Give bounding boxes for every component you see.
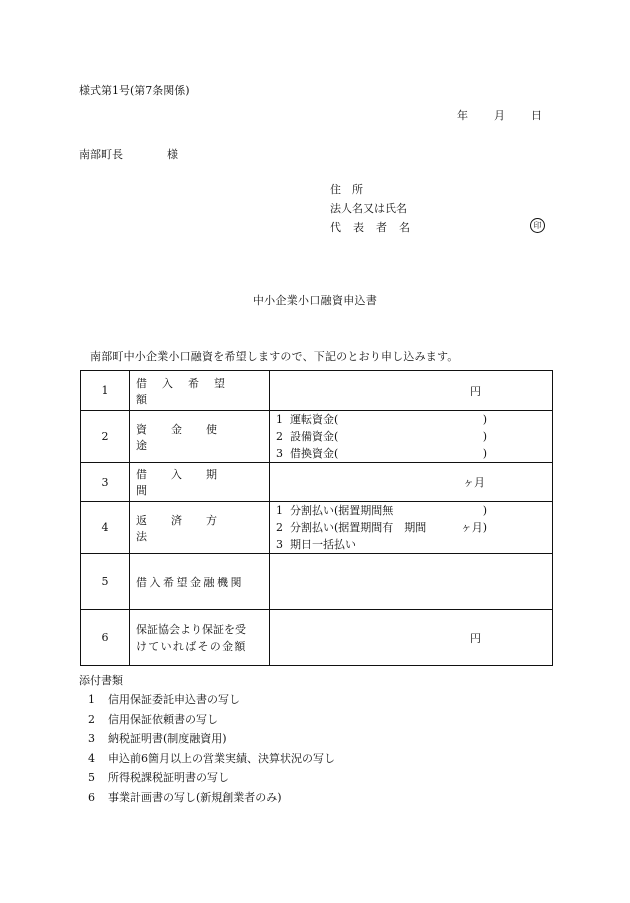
form-number: 様式第1号(第7条関係): [79, 84, 190, 97]
option-line[interactable]: 2 設備資金( ): [276, 430, 487, 443]
name-label: 法人名又は氏名: [330, 202, 407, 215]
option-line[interactable]: 3 借換資金( ): [276, 447, 487, 460]
option-line[interactable]: 1 分割払い(据置期間無 ): [276, 504, 487, 517]
table-row: [81, 463, 553, 502]
months-unit: ヶ月: [463, 476, 485, 489]
option-line[interactable]: 2 分割払い(据置期間有 期間 ヶ月): [276, 521, 487, 534]
label-bank: 借入希望金融機関: [136, 575, 244, 589]
representative-label: 代表者名: [330, 221, 422, 234]
name-line: [330, 199, 545, 218]
address-label: 住 所: [330, 183, 363, 196]
table-row: [81, 610, 553, 666]
row-number: 4: [81, 502, 130, 554]
list-item: 1 信用保証委託申込書の写し: [88, 693, 240, 706]
table-row: [81, 554, 553, 610]
table-row: [81, 502, 553, 554]
application-table: [80, 370, 553, 666]
row-label: [130, 554, 270, 610]
row-number: 6: [81, 610, 130, 666]
guarantee-amount-field[interactable]: [270, 610, 553, 666]
fund-use-options: [270, 411, 553, 463]
list-item: 6 事業計画書の写し(新規創業者のみ): [88, 790, 282, 804]
address-line: [330, 180, 545, 199]
applicant-block: [330, 180, 545, 237]
row-label: [130, 411, 270, 463]
loan-amount-field[interactable]: [270, 371, 553, 411]
list-item: 3 納税証明書(制度融資用): [88, 732, 227, 745]
list-item: 4 申込前6箇月以上の営業実績、決算状況の写し: [88, 751, 335, 765]
repayment-options: [270, 502, 553, 554]
row-label: [130, 463, 270, 502]
representative-line: [330, 218, 545, 237]
yen-unit: 円: [470, 384, 481, 398]
list-item: 2 信用保証依頼書の写し: [88, 712, 218, 726]
option-line[interactable]: 3 期日一括払い: [276, 538, 356, 551]
row-label: [130, 371, 270, 411]
attachments-list: [88, 690, 335, 807]
date-year-label: 年: [457, 109, 468, 122]
loan-period-field[interactable]: [270, 463, 553, 502]
bank-field[interactable]: [270, 554, 553, 610]
date-day-label: 日: [531, 109, 542, 122]
label-loan-period: 借入期間: [136, 468, 241, 497]
row-number: 1: [81, 371, 130, 411]
attachments-title: 添付書類: [79, 674, 123, 687]
date-month-label: 月: [494, 109, 505, 122]
date-line: [457, 107, 542, 123]
document-title: 中小企業小口融資申込書: [252, 294, 378, 307]
row-number: 2: [81, 411, 130, 463]
row-label: [130, 610, 270, 666]
label-guarantee-line2: けていればその金額: [136, 639, 247, 653]
intro-text: 南部町中小企業小口融資を希望しますので、下記のとおり申し込みます。: [90, 350, 459, 363]
label-loan-amount: 借入希望額: [136, 376, 240, 406]
table-row: [81, 371, 553, 411]
label-guarantee-line1: 保証協会より保証を受: [136, 622, 246, 636]
yen-unit: 円: [470, 631, 481, 645]
seal-mark: 印: [530, 218, 545, 233]
addressee-name: 南部町長: [79, 148, 123, 161]
row-label: [130, 502, 270, 554]
label-fund-use: 資金使途: [136, 422, 241, 452]
option-line[interactable]: 1 運転資金( ): [276, 413, 487, 426]
list-item: 5 所得税課税証明書の写し: [88, 771, 229, 784]
label-repayment: 返済方法: [136, 513, 241, 543]
row-number: 5: [81, 554, 130, 610]
table-row: [81, 411, 553, 463]
addressee-honorific: 様: [167, 148, 178, 161]
addressee: [79, 146, 178, 162]
row-number: 3: [81, 463, 130, 502]
